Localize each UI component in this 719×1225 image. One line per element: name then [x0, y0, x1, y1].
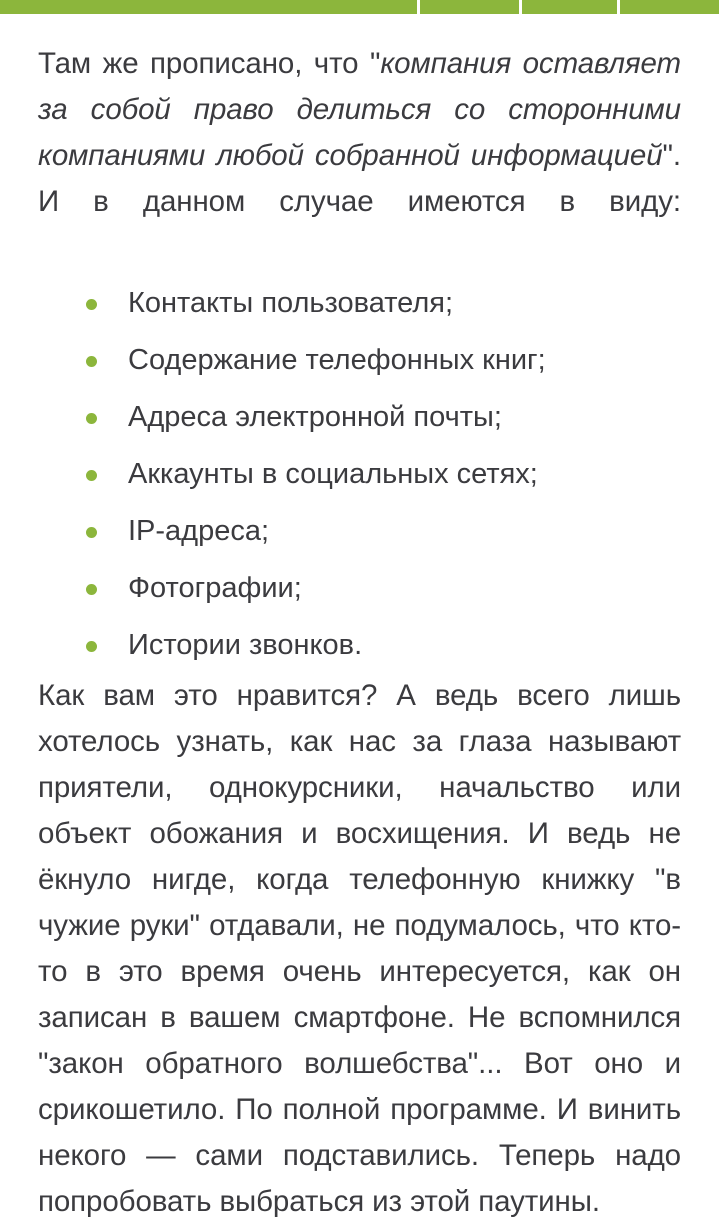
collected-data-list	[38, 271, 681, 660]
list-item	[38, 346, 681, 375]
list-item-label: Истории звонков.	[128, 629, 363, 661]
top-progress-bar	[0, 0, 719, 14]
list-item	[38, 403, 681, 432]
top-progress-segment-4	[620, 0, 719, 14]
article-body	[0, 14, 719, 1225]
list-item	[38, 574, 681, 603]
intro-tail-text: ". И в данном случае имеются в виду:	[38, 139, 681, 218]
intro-paragraph	[38, 14, 681, 271]
list-item	[38, 631, 681, 660]
top-progress-segment-3	[522, 0, 617, 14]
list-item-label: Фотографии;	[128, 572, 302, 604]
list-item-label: Содержание телефонных книг;	[128, 344, 546, 376]
bullet-dot-icon	[86, 413, 97, 424]
list-item-label: Адреса электронной почты;	[128, 401, 502, 433]
list-item-label: IP-адреса;	[128, 515, 270, 547]
bullet-dot-icon	[86, 356, 97, 367]
bullet-dot-icon	[86, 470, 97, 481]
list-item-label: Контакты пользователя;	[128, 287, 454, 319]
bullet-dot-icon	[86, 584, 97, 595]
bullet-dot-icon	[86, 641, 97, 652]
top-progress-segment-2	[420, 0, 519, 14]
intro-quote-text: компания оставляет за собой право делиться со сторонними компаниями любой собранной информацией	[38, 47, 681, 172]
top-progress-segment-1	[0, 0, 417, 14]
list-item-label: Аккаунты в социальных сетях;	[128, 458, 538, 490]
bullet-dot-icon	[86, 527, 97, 538]
closing-paragraph: Как вам это нравится? А ведь всего лишь хотелось узнать, как нас за глаза называют приятели, однокурсники, начальство или объект обожания и восхищения. И ведь не ёкнуло нигде, когда телефонную книжку "в чужие руки" отдавали, не подумалось, что кто-то в это время очень интересуется, как он записан в вашем смартфоне. Не вспомнился "закон обратного волшебства"... Вот оно и срикошетило. По полной программе. И винить некого — сами подставились. Теперь надо попробовать выбраться из этой паутины.	[38, 679, 681, 1218]
list-item	[38, 460, 681, 489]
list-item	[38, 517, 681, 546]
bullet-dot-icon	[86, 299, 97, 310]
intro-lead-text: Там же прописано, что "	[38, 47, 381, 80]
list-item	[38, 289, 681, 318]
